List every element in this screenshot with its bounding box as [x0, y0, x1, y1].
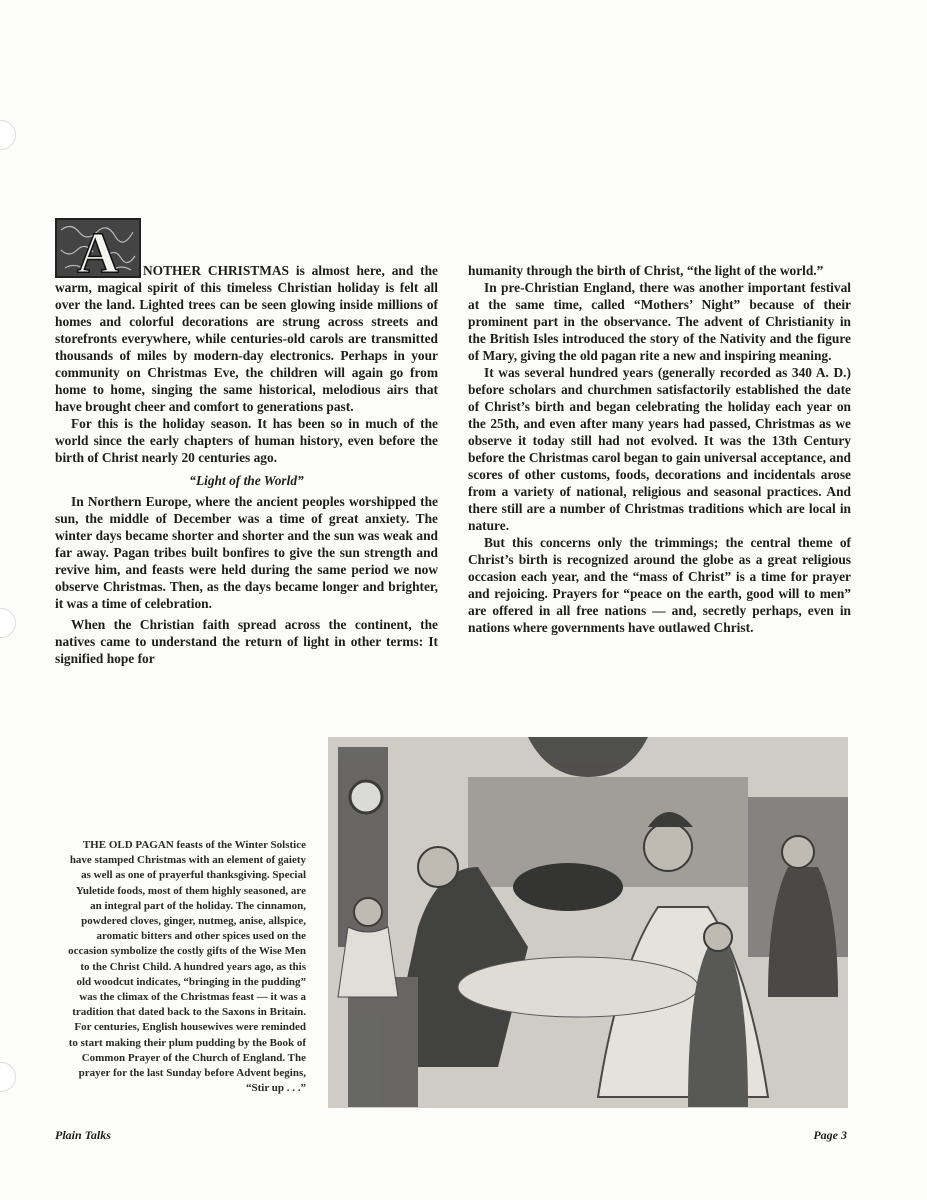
article-paragraph: But this concerns only the trimmings; the central theme of Christ’s birth is recognized around the globe as a great religious occasion each year, and the “mass of Christ” is a time for prayer and rejoicing. Prayers for “peace on the earth, good will to men” are offered in all free nations — and, secretly perhaps, even in nations where governments have outlawed Christ. [468, 535, 851, 635]
footer-publication-name: Plain Talks [55, 1128, 111, 1142]
section-subheading: “Light of the World” [189, 473, 304, 488]
illustration-caption: THE OLD PAGAN feasts of the Winter Solstice have stamped Christmas with an element of gaiety as well as one of prayerful thanksgiving. Special Yuletide foods, most of them highly seasoned, are an integral part of the holiday. The cinnamon, powdered cloves, ginger, nutmeg, anise, allspice, aromatic bitters and other spices used on the occasion symbolize the costly gifts of the Wise Men to the Christ Child. A hundred years ago, as this old woodcut indicates, “bringing in the pudding” was the climax of the Christmas feast — it was a tradition that dated back to the Saxons in Britain. For centuries, English housewives were reminded to start making their plum pudding by the Book of Common Prayer of the Church of England. The prayer for the last Sunday before Advent begins, “Stir up . . .” [68, 839, 306, 1095]
article-paragraph: For this is the holiday season. It has been so in much of the world since the early chapters of human history, even before the birth of Christ nearly 20 centuries ago. [55, 416, 438, 465]
article-paragraph: In pre-Christian England, there was another important festival at the same time, called “Mothers’ Night” because of their prominent part in the observance. The advent of Christianity in the British Isles introduced the story of the Nativity and the figure of Mary, giving the old pagan rite a new and inspiring meaning. [468, 280, 851, 363]
article-paragraph: humanity through the birth of Christ, “the light of the world.” [468, 263, 824, 278]
svg-text:A: A [77, 220, 119, 276]
punch-hole [0, 608, 16, 638]
article-paragraph: In Northern Europe, where the ancient peoples worshipped the sun, the middle of December was a time of great anxiety. The winter days became shorter and shorter and the sun was weak and far away. Pagan tribes built bonfires to give the sun strength and revive him, and feasts were held during the same period we now observe Christmas. Then, as the days became longer and brighter, it was a time of celebration. [55, 494, 438, 611]
article-paragraph: When the Christian faith spread across the continent, the natives came to understand the return of light in other terms: It signified hope for [55, 617, 438, 666]
article-column-left [55, 262, 438, 667]
article-paragraph: NOTHER CHRISTMAS is almost here, and the warm, magical spirit of this timeless Christian holiday is felt all over the land. Lighted trees can be seen glowing inside millions of homes and colorful decorations are strung across streets and storefronts everywhere, while centuries-old carols are transmitted thousands of miles by modern-day electronics. Perhaps in your community on Christmas Eve, the children will again go from home to home, singing the same historical, melodious airs that have brought cheer and comfort to generations past. [55, 263, 438, 414]
article-paragraph: It was several hundred years (generally recorded as 340 A. D.) before scholars and churchmen satisfactorily established the date of Christ’s birth and began celebrating the holiday each year on the 25th, and even after many years had passed, Christmas as we observe it today still had not evolved. It was the 13th Century before the Christmas carol began to gain universal acceptance, and scores of other customs, foods, decorations and incidentals arose from a variety of national, religious and seasonal practices. And there still are a number of Christmas traditions which are local in nature. [468, 365, 851, 533]
woodcut-illustration-christmas-pudding [328, 737, 848, 1108]
punch-hole [0, 120, 16, 150]
article-column-right [468, 262, 851, 636]
footer-page-number: Page 3 [813, 1128, 847, 1142]
punch-hole [0, 1062, 16, 1092]
